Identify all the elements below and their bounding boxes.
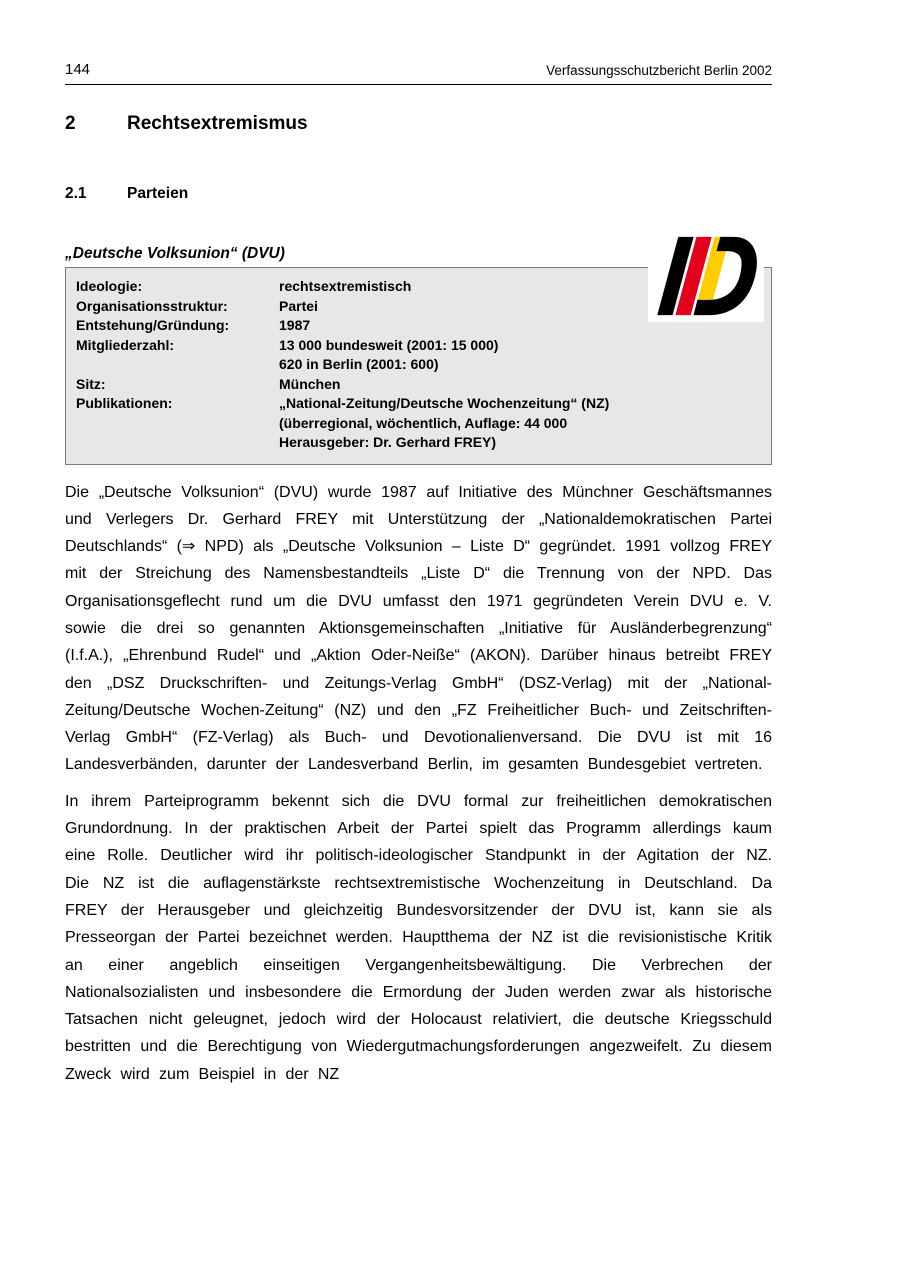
page-number: 144 [65,61,91,78]
entry-title: „Deutsche Volksunion“ (DVU) [65,245,285,262]
infobox-row [76,336,761,375]
infobox-value: Partei [279,297,318,314]
section-title: Rechtsextremismus [127,113,308,134]
infobox-label: Mitgliederzahl: [76,336,175,353]
infobox-row [76,375,761,395]
section-number: 2 [65,113,76,134]
infobox-label: Organisationsstruktur: [76,297,228,314]
infobox-label: Ideologie: [76,278,143,294]
page-header [65,0,772,85]
body-paragraph-1: Die „Deutsche Volksunion“ (DVU) wurde 1987 auf Initiative des Münchner Geschäftsmannes und Verlegers Dr. Gerhard FREY mit Unterstützung der „Nationaldemokratischen Partei Deutschlands“ (⇒ NPD) als „Deutsche Volksunion – Liste D“ gegründet. 1991 vollzog FREY mit der Streichung des Namensbestandteils „Liste D“ die Trennung von der NPD. Das Organisationsgeflecht rund um die DVU umfasst den 1971 gegründeten Verein DVU e. V. sowie die drei so genannten Aktionsgemeinschaften „Initiative für Ausländerbegrenzung“ (I.f.A.), „Ehrenbund Rudel“ und „Aktion Oder-Neiße“ (AKON). Darüber hinaus betreibt FREY den „DSZ Druckschriften- und Zeitungs-Verlag GmbH“ (DSZ-Verlag) mit der „National-Zeitung/Deutsche Wochen-Zeitung“ (NZ) und den „FZ Freiheitlicher Buch- und Zeitschriften-Verlag GmbH“ (FZ-Verlag) als Buch- und Devotionalienversand. Die DVU ist mit 16 Landesverbänden, darunter der Landesverband Berlin, im gesamten Bundesgebiet vertreten. [65,483,772,774]
infobox-value: 13 000 bundesweit (2001: 15 000) [279,336,499,353]
section-heading [65,113,772,135]
document-page [65,0,772,1088]
dvu-d-icon [652,233,760,319]
infobox-value: München [279,375,341,392]
infobox-value: 620 in Berlin (2001: 600) [279,356,439,372]
infobox-label: Sitz: [76,375,106,392]
infobox-value: 1987 [279,317,311,333]
report-title: Verfassungsschutzbericht Berlin 2002 [546,63,772,78]
dvu-logo [648,230,764,322]
infobox-value: Herausgeber: Dr. Gerhard FREY) [279,434,497,450]
infobox-row [76,394,761,453]
subsection-number: 2.1 [65,185,87,202]
infobox-label: Publikationen: [76,395,173,411]
subsection-heading [65,185,772,203]
subsection-title: Parteien [127,185,189,202]
infobox-value: rechtsextremistisch [279,278,412,294]
body-paragraph-2: In ihrem Parteiprogramm bekennt sich die DVU formal zur freiheitlichen demokratischen Grundordnung. In der praktischen Arbeit der Partei spielt das Programm allerdings kaum eine Rolle. Deutlicher wird ihr politisch-ideologischer Standpunkt in der Agitation der NZ. Die NZ ist die auflagenstärkste rechtsextremistische Wochenzeitung in Deutschland. Da FREY der Herausgeber und gleichzeitig Bundesvorsitzender der DVU ist, kann sie als Presseorgan der Partei bezeichnet werden. Hauptthema der NZ ist die revisionistische Kritik an einer angeblich einseitigen Vergangenheitsbewältigung. Die Verbrechen der Nationalsozialisten und insbesondere die Ermordung der Juden werden zwar als historische Tatsachen nicht geleugnet, jedoch wird der Holocaust relativiert, die deutsche Kriegsschuld bestritten und die Berechtigung von Wiedergutmachungsforderungen angezweifelt. Zu diesem Zweck wird zum Beispiel in der NZ [65,792,772,1083]
infobox-label: Entstehung/Gründung: [76,317,230,333]
infobox-value: „National-Zeitung/Deutsche Wochenzeitung“ (NZ) [279,395,610,411]
body-text [65,479,772,1089]
infobox-value: (überregional, wöchentlich, Auflage: 44 000 [279,414,568,431]
